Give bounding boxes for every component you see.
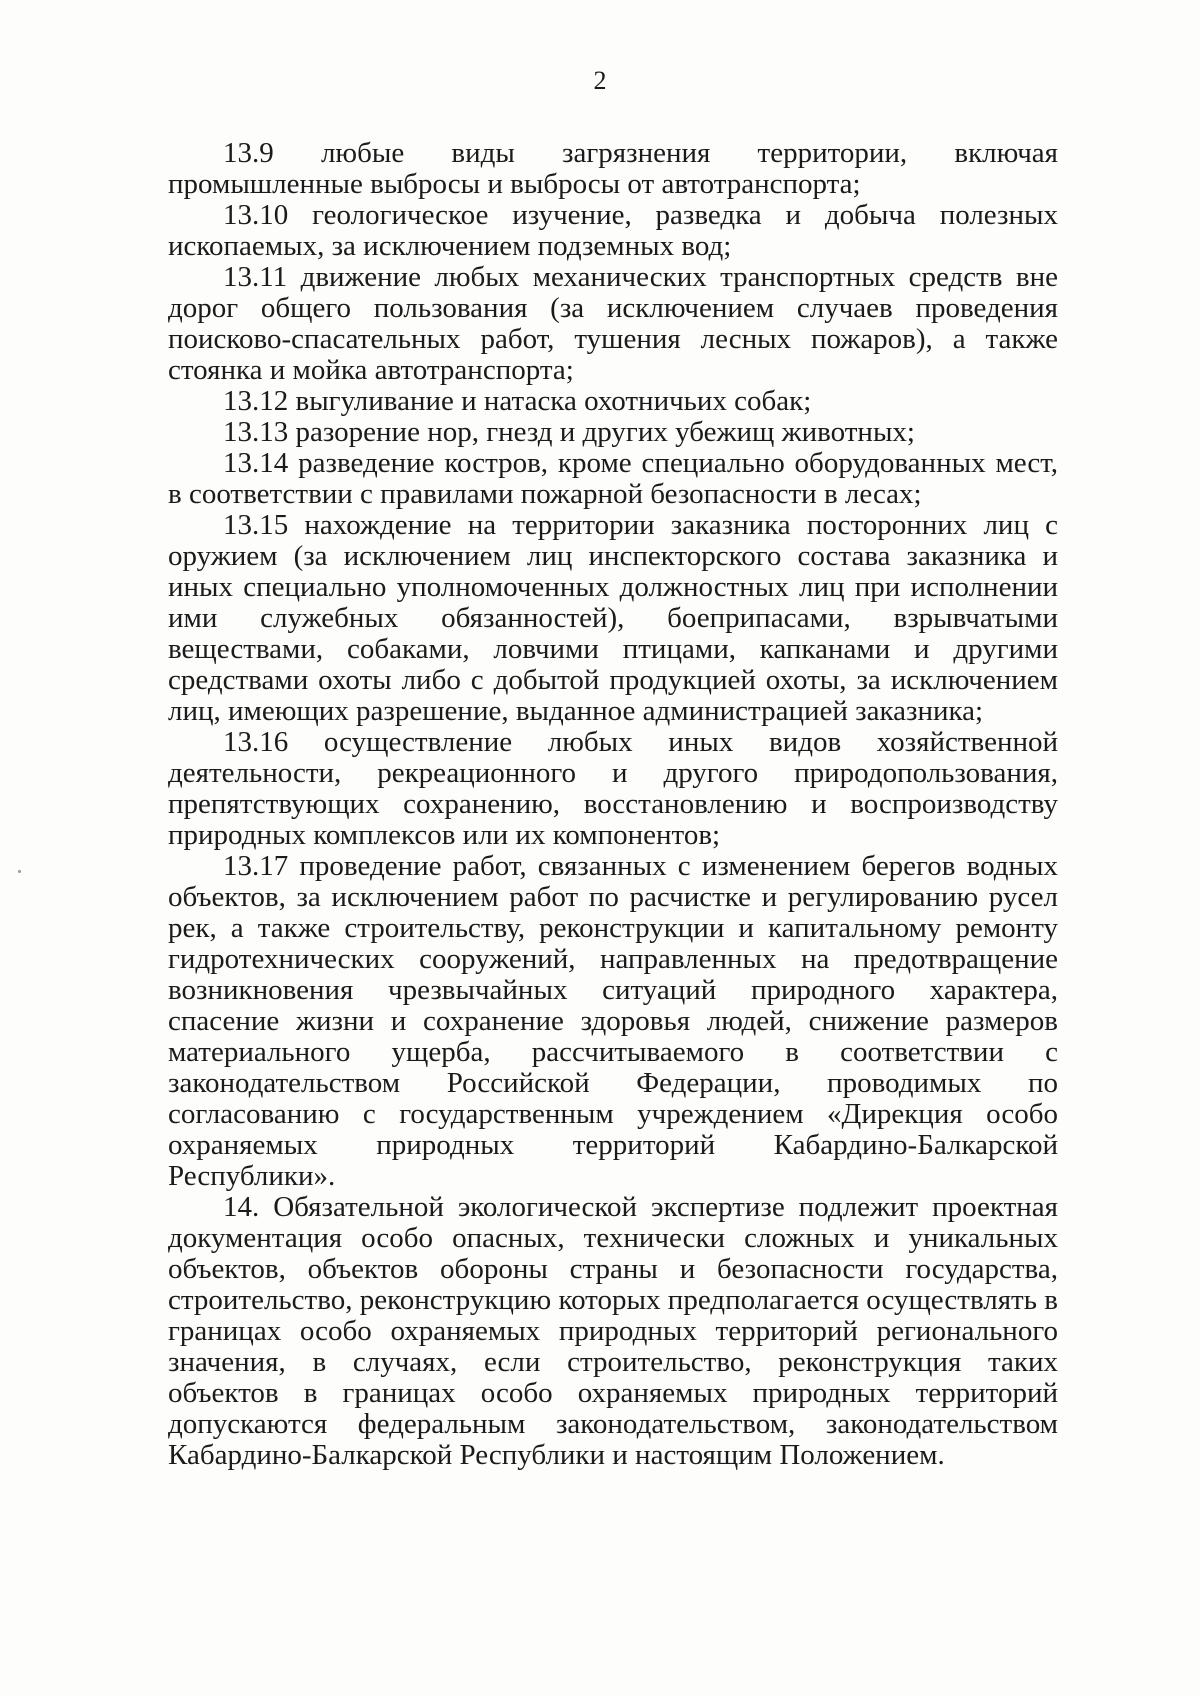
scan-speck [18, 870, 21, 873]
paragraph-13-14: 13.14 разведение костров, кроме специально оборудованных мест, в соответствии с правилами пожарной безопасности в лесах; [168, 447, 1058, 510]
paragraph-13-12: 13.12 выгуливание и натаска охотничьих собак; [223, 385, 812, 417]
paragraph-13-11: 13.11 движение любых механических транспортных средств вне дорог общего пользования (за исключением случаев проведения поисково-спасательных работ, тушения лесных пожаров), а также стоянка и мойка автотранспорта; [168, 261, 1058, 386]
paragraph-13-9: 13.9 любые виды загрязнения территории, включая промышленные выбросы и выбросы от автотранспорта; [168, 137, 1058, 200]
paragraph-13-15: 13.15 нахождение на территории заказника посторонних лиц с оружием (за исключением лиц инспекторского состава заказника и иных специально уполномоченных должностных лиц при исполнении ими служебных обязанностей), боеприпасами, взрывчатыми веществами, собаками, ловчими птицами, капканами и другими средствами охоты либо с добытой продукцией охоты, за исключением лиц, имеющих разрешение, выданное администрацией заказника; [168, 509, 1058, 727]
paragraph-13-17: 13.17 проведение работ, связанных с изменением берегов водных объектов, за исключением работ по расчистке и регулированию русел рек, а также строительству, реконструкции и капитальному ремонту гидротехнических сооружений, направленных на предотвращение возникновения чрезвычайных ситуаций природного характера, спасение жизни и сохранение здоровья людей, снижение размеров материального ущерба, рассчитываемого в соответствии с законодательством Российской Федерации, проводимых по согласованию с государственным учреждением «Дирекция особо охраняемых природных территорий Кабардино-Балкарской Республики». [168, 850, 1058, 1192]
paragraph-13-13: 13.13 разорение нор, гнезд и других убежищ животных; [223, 416, 915, 448]
paragraph-13-10: 13.10 геологическое изучение, разведка и добыча полезных ископаемых, за исключением подземных вод; [168, 199, 1058, 262]
paragraph-14: 14. Обязательной экологической экспертизе подлежит проектная документация особо опасных, технически сложных и уникальных объектов, объектов обороны страны и безопасности государства, строительство, реконструкцию которых предполагается осуществлять в границах особо охраняемых природных территорий регионального значения, в случаях, если строительство, реконструкция таких объектов в границах особо охраняемых природных территорий допускаются федеральным законодательством, законодательством Кабардино-Балкарской Республики и настоящим Положением. [168, 1191, 1058, 1471]
paragraph-13-16: 13.16 осуществление любых иных видов хозяйственной деятельности, рекреационного и другого природопользования, препятствующих сохранению, восстановлению и воспроизводству природных комплексов или их компонентов; [168, 726, 1058, 851]
document-body [168, 138, 1058, 1471]
page-number: 2 [593, 66, 607, 95]
